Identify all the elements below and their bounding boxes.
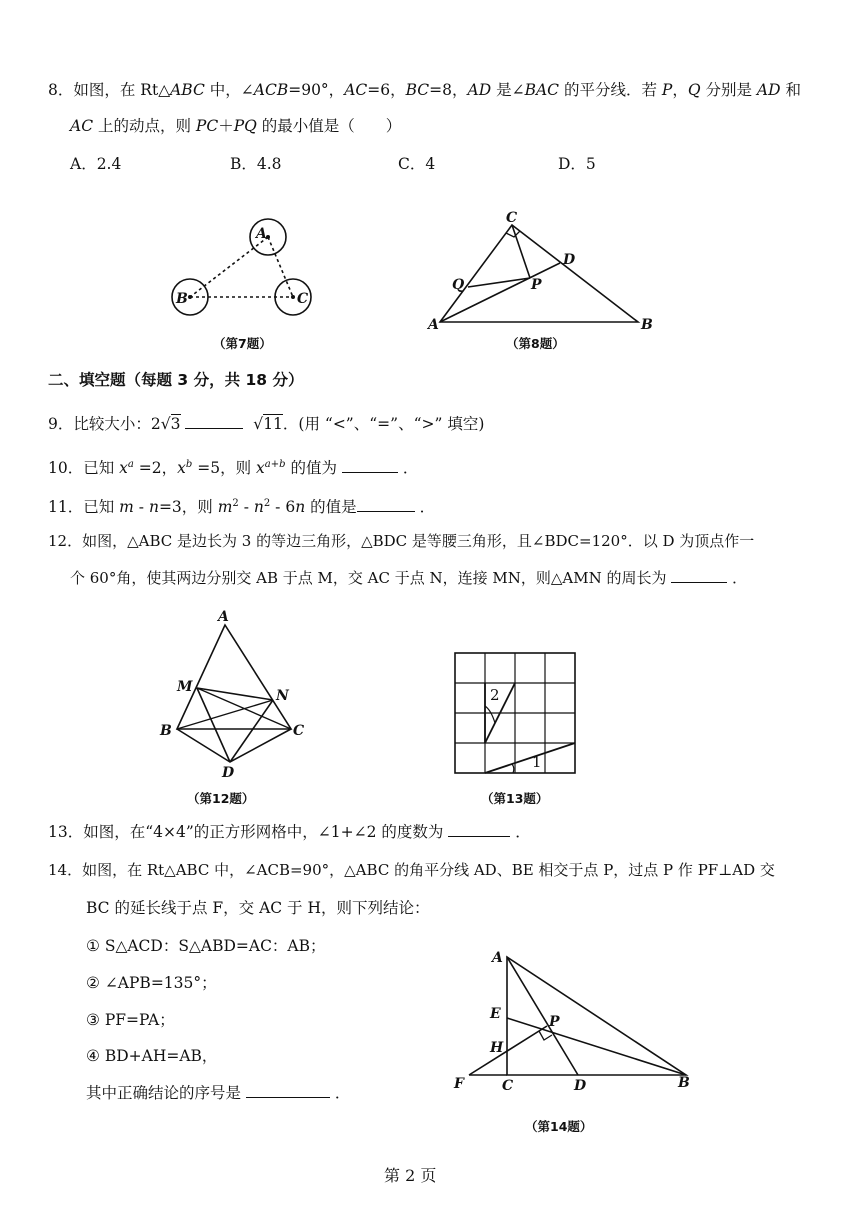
text: P	[661, 81, 673, 99]
q12-line2	[70, 568, 747, 588]
label-n: N	[276, 688, 289, 704]
answer-blank-q13[interactable]	[448, 822, 510, 837]
dash-ab	[190, 237, 268, 297]
option-c[interactable]: C．4	[398, 155, 436, 173]
line-mn	[197, 688, 273, 700]
text: - 6	[270, 498, 296, 517]
text: 的值为	[285, 459, 337, 478]
text: -	[238, 498, 254, 517]
label-d: D	[222, 765, 235, 780]
text: AD	[756, 81, 781, 99]
text: 中，∠	[204, 81, 254, 99]
line-fp	[469, 1026, 547, 1075]
label-b: B	[641, 317, 653, 333]
answer-blank-q11[interactable]	[357, 497, 415, 512]
text: m	[217, 498, 233, 517]
label-angle2: 2	[490, 686, 500, 704]
text: 9．比较大小：2	[48, 415, 161, 433]
caption-fig13: （第13题）	[481, 791, 549, 806]
text: ．(用 “<”、“=”、“>” 填空)	[282, 415, 485, 433]
text: 的最小值是（ ）	[256, 117, 402, 135]
label-a: A	[428, 317, 439, 333]
caption-fig8: （第8题）	[506, 336, 565, 351]
text: 的平分线．若	[559, 81, 662, 99]
label-c: C	[297, 291, 309, 307]
text: AC	[70, 117, 94, 135]
text: 是∠	[491, 81, 525, 99]
text: ．	[419, 498, 436, 517]
text: 个 60°角，使其两边分别交 AB 于点 M，交 AC 于点 N，连接 MN，则△AMN 的周长为	[70, 569, 667, 587]
text: ．	[732, 569, 748, 587]
label-q: Q	[452, 277, 465, 293]
triangle-abc	[177, 625, 291, 729]
dot-c	[291, 295, 295, 299]
text: 的值是	[305, 498, 357, 517]
label-b: B	[176, 291, 188, 307]
exponent: 2	[263, 498, 271, 509]
dot-b	[188, 295, 192, 299]
answer-blank-q12[interactable]	[671, 568, 727, 583]
text: BC	[405, 81, 430, 99]
arc-angle1	[512, 764, 514, 773]
text: =3，则	[158, 498, 218, 517]
text: ACB	[253, 81, 289, 99]
label-c: C	[502, 1078, 514, 1094]
text: AD	[467, 81, 492, 99]
label-d: D	[574, 1078, 587, 1094]
q12-line1: 12．如图，△ABC 是边长为 3 的等边三角形，△BDC 是等腰三角形，且∠BDC=120°．以 D 为顶点作一	[48, 532, 755, 550]
text: 和	[780, 81, 801, 99]
text: 13．如图，在“4×4”的正方形网格中，∠1+∠2 的度数为	[48, 823, 444, 841]
text: 11．已知	[48, 498, 120, 517]
text: ．	[334, 1084, 351, 1102]
text: 上的动点，则	[93, 117, 196, 135]
text: PC	[195, 117, 219, 135]
section-title: 二、填空题（每题 3 分，共 18 分）	[48, 371, 304, 389]
radicand: 11	[263, 415, 283, 433]
caption-fig14: （第14题）	[525, 1119, 593, 1134]
label-c: C	[506, 210, 518, 226]
text: =8，	[429, 81, 468, 99]
text: 8．如图，在 Rt△	[48, 81, 171, 99]
label-angle1: 1	[532, 753, 542, 771]
exponent: a+b	[264, 459, 286, 470]
text: x	[256, 459, 265, 478]
sqrt-symbol: √	[253, 415, 264, 433]
answer-blank-q14[interactable]	[246, 1083, 330, 1098]
line-cp	[512, 225, 530, 278]
answer-blank-q9[interactable]	[185, 414, 243, 429]
dash-ac	[268, 237, 293, 297]
text: x	[119, 459, 128, 478]
label-a: A	[492, 950, 503, 966]
label-m: M	[177, 679, 193, 695]
line-nd	[230, 700, 273, 762]
q14-line2: BC 的延长线于点 F，交 AC 于 H，则下列结论：	[86, 899, 430, 917]
text: x	[177, 459, 186, 478]
exponent: a	[127, 459, 134, 470]
line-ad	[507, 957, 578, 1075]
text: ．	[515, 823, 531, 841]
exponent: 2	[232, 498, 239, 509]
segment-angle1	[485, 743, 575, 773]
text: ABC	[170, 81, 205, 99]
label-f: F	[454, 1076, 464, 1092]
q8-line2	[70, 116, 401, 136]
label-e: E	[490, 1006, 501, 1022]
text: ．	[402, 459, 419, 478]
text: =2，	[133, 459, 178, 478]
text: ＋	[218, 117, 234, 135]
text: 其中正确结论的序号是	[86, 1084, 242, 1102]
text: PQ	[233, 117, 257, 135]
q14-conclusion-2: ② ∠APB=135°；	[86, 974, 217, 992]
q14-conclusion-4: ④ BD+AH=AB，	[86, 1047, 218, 1065]
figure-14	[450, 945, 700, 1095]
text: ，	[672, 81, 688, 99]
option-a[interactable]: A．2.4	[70, 155, 122, 173]
caption-fig7: （第7题）	[213, 336, 272, 351]
text: Q	[687, 81, 701, 99]
text: =90°，	[288, 81, 345, 99]
label-b: B	[678, 1075, 690, 1091]
figure-12	[150, 605, 320, 780]
q10	[48, 455, 418, 478]
radicand: 3	[170, 415, 181, 433]
q8-line1	[48, 80, 801, 100]
q9	[48, 414, 484, 434]
text: AC	[344, 81, 368, 99]
figure-7	[160, 210, 320, 330]
label-p: P	[549, 1014, 560, 1030]
q14-conclusion-1: ① S△ACD：S△ABD=AC：AB；	[86, 937, 326, 955]
text: n	[253, 498, 264, 517]
q14-last	[86, 1083, 350, 1103]
text: 10．已知	[48, 459, 120, 478]
label-p: P	[531, 277, 542, 293]
figure-8	[420, 205, 660, 335]
q13	[48, 822, 531, 842]
q14-conclusion-3: ③ PF=PA；	[86, 1011, 175, 1029]
text: BAC	[524, 81, 560, 99]
text: =6，	[367, 81, 406, 99]
right-angle-c	[506, 231, 520, 237]
q14-line1: 14．如图，在 Rt△ABC 中，∠ACB=90°，△ABC 的角平分线 AD、BE 相交于点 P，过点 P 作 PF⊥AD 交	[48, 861, 775, 879]
caption-fig12: （第12题）	[187, 791, 255, 806]
label-a: A	[256, 226, 267, 242]
option-b[interactable]: B．4.8	[230, 155, 282, 173]
q11	[48, 494, 435, 517]
line-be	[507, 1018, 686, 1075]
text: n	[148, 498, 159, 517]
figure-13	[450, 648, 580, 776]
text: =5，则	[192, 459, 257, 478]
label-b: B	[160, 723, 172, 739]
label-d: D	[563, 252, 576, 268]
arc-angle2	[485, 706, 495, 723]
sqrt-symbol: √	[160, 415, 171, 433]
label-c: C	[293, 723, 305, 739]
label-h: H	[490, 1040, 504, 1056]
page-number: 第 2 页	[384, 1166, 437, 1185]
label-a: A	[218, 609, 229, 625]
text: -	[133, 498, 149, 517]
text: 分别是	[700, 81, 757, 99]
option-d[interactable]: D．5	[558, 155, 596, 173]
text: m	[119, 498, 134, 517]
triangle-acb	[507, 957, 686, 1075]
answer-blank-q10[interactable]	[342, 458, 398, 473]
text: n	[295, 498, 306, 517]
exponent: b	[185, 459, 193, 470]
